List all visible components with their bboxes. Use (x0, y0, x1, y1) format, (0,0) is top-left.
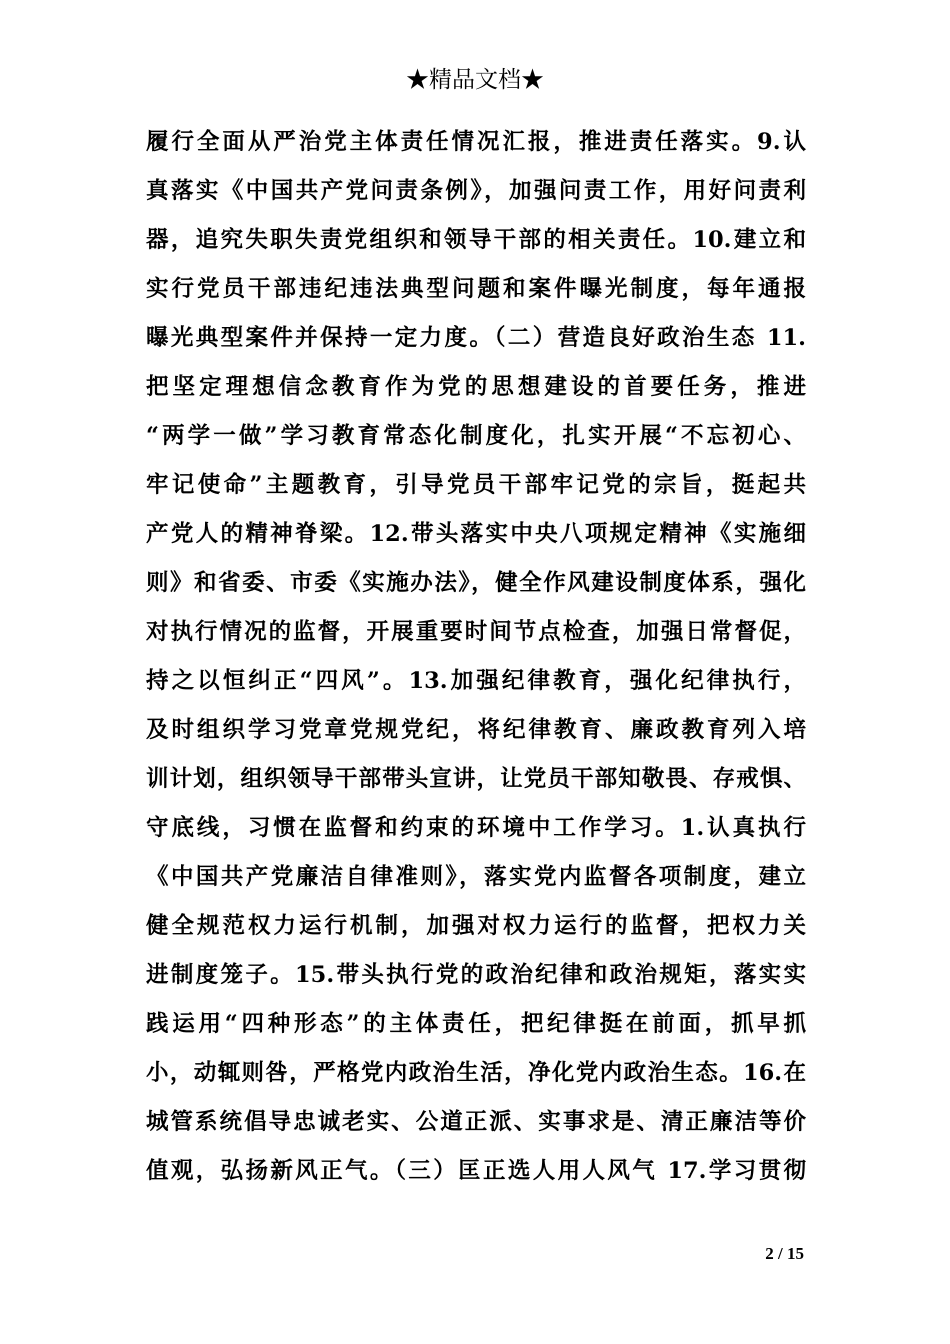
body-line: 值观，弘扬新风正气。（三）匡正选人用人风气 17.学习贯彻 (146, 1158, 806, 1184)
body-line: 曝光典型案件并保持一定力度。（二）营造良好政治生态 11. (146, 325, 806, 351)
page-header-title: ★精品文档★ (406, 67, 544, 93)
body-line: 持之以恒纠正“四风”。13.加强纪律教育，强化纪律执行， (146, 668, 806, 694)
body-line: 对执行情况的监督，开展重要时间节点检查，加强日常督促， (146, 619, 806, 645)
body-line: 健全规范权力运行机制，加强对权力运行的监督，把权力关 (146, 913, 806, 939)
body-line: 实行党员干部违纪违法典型问题和案件曝光制度，每年通报 (146, 276, 806, 302)
body-line: 把坚定理想信念教育作为党的思想建设的首要任务，推进 (146, 374, 806, 400)
body-line: 牢记使命”主题教育，引导党员干部牢记党的宗旨，挺起共 (146, 472, 806, 498)
body-line: 则》和省委、市委《实施办法》，健全作风建设制度体系，强化 (146, 570, 806, 596)
page-number: 2 / 15 (765, 1244, 804, 1263)
body-line: 践运用“四种形态”的主体责任，把纪律挺在前面，抓早抓 (146, 1011, 806, 1037)
body-line: 履行全面从严治党主体责任情况汇报，推进责任落实。9.认 (146, 129, 806, 155)
body-line: 小，动辄则咎，严格党内政治生活，净化党内政治生态。16.在 (146, 1060, 806, 1086)
body-line: 真落实《中国共产党问责条例》，加强问责工作，用好问责利 (146, 178, 806, 204)
body-line: “两学一做”学习教育常态化制度化，扎实开展“不忘初心、 (146, 423, 806, 449)
body-line: 产党人的精神脊梁。12.带头落实中央八项规定精神《实施细 (146, 521, 806, 547)
body-line: 城管系统倡导忠诚老实、公道正派、实事求是、清正廉洁等价 (146, 1109, 806, 1135)
body-line: 进制度笼子。15.带头执行党的政治纪律和政治规矩，落实实 (146, 962, 806, 988)
body-line: 守底线，习惯在监督和约束的环境中工作学习。1.认真执行 (146, 815, 806, 841)
body-line: 及时组织学习党章党规党纪，将纪律教育、廉政教育列入培 (146, 717, 806, 743)
body-line: 器，追究失职失责党组织和领导干部的相关责任。10.建立和 (146, 227, 806, 253)
body-line: 《中国共产党廉洁自律准则》，落实党内监督各项制度，建立 (146, 864, 806, 890)
body-line: 训计划，组织领导干部带头宣讲，让党员干部知敬畏、存戒惧、 (146, 766, 806, 792)
